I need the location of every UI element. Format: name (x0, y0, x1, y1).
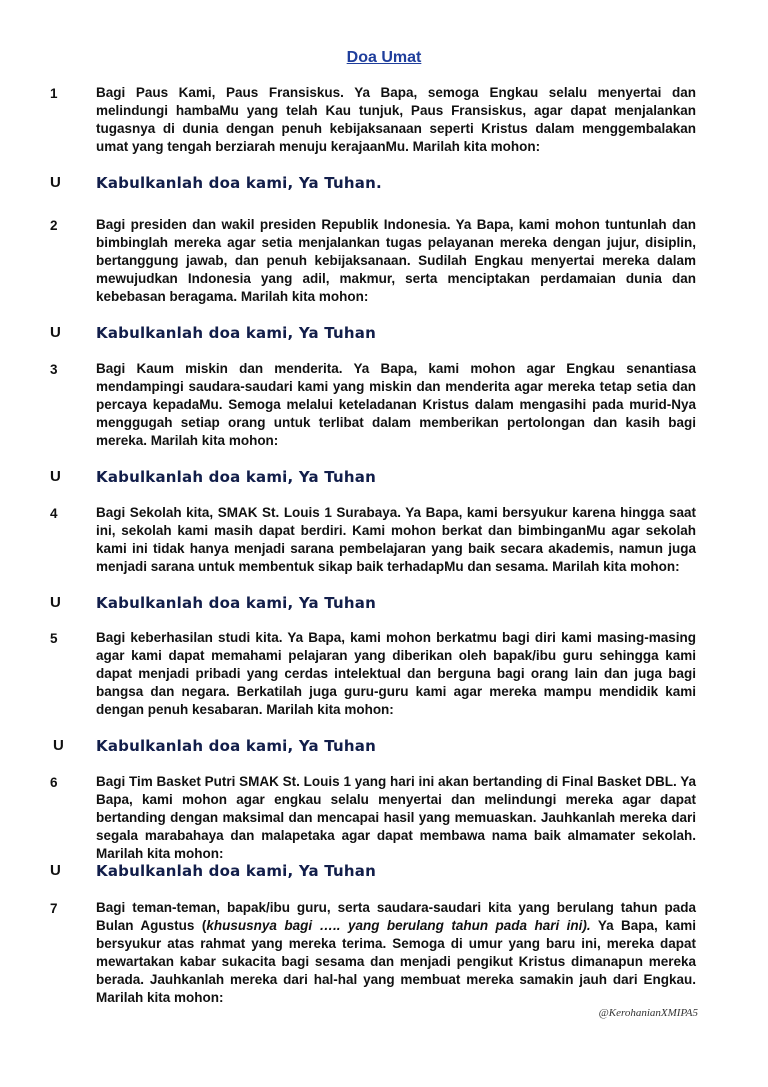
prayer-text: Bagi Tim Basket Putri SMAK St. Louis 1 yang hari ini akan bertanding di Final Basket DBL. Ya Bapa, kami mohon agar engkau selalu menyertai dan melindungi mereka agar dapat bertanding dengan maksimal dan mencapai hasil yang memuaskan. Jauhkanlah mereka dari segala marabahaya dan malapetaka agar dapat membawa nama baik almamater sekolah. Marilah kita mohon: (96, 774, 696, 861)
response-marker: U (50, 862, 61, 879)
item-number: 1 (50, 86, 58, 101)
prayer-text-end: Ya Bapa, kami bersyukur atas rahmat yang mereka terima. Semoga di umur yang baru ini, mereka dapat mewartakan kabar sukacita bagi sesama dan menjadi pengikut Kristus dimanapun mereka berada. Jauhkanlah mereka dari hal-hal yang membuat mereka samakin jauh dari Engkau. Marilah kita mohon: (96, 918, 696, 1005)
response-text: Kabulkanlah doa kami, Ya Tuhan (96, 324, 376, 342)
prayer-text-start: Bagi teman-teman, bapak/ibu guru, serta saudara-saudari kita yang berulang tahun pada Bulan Agustus ( (96, 900, 696, 933)
prayer-text-italic: khususnya bagi ….. yang berulang tahun pada hari ini). (206, 918, 591, 933)
prayer-text (96, 899, 696, 1007)
response-text: Kabulkanlah doa kami, Ya Tuhan (96, 594, 376, 612)
item-number: 3 (50, 362, 58, 377)
response-text: Kabulkanlah doa kami, Ya Tuhan (96, 862, 376, 880)
response-marker: U (50, 174, 61, 191)
prayer-text: Bagi Sekolah kita, SMAK St. Louis 1 Surabaya. Ya Bapa, kami bersyukur karena hingga saat ini, sekolah kami masih dapat berdiri. Kami mohon berkat dan bimbinganMu agar sekolah kami ini tidak hanya menjadi sarana pembelajaran yang baik secara akademis, namun juga menjadi sarana untuk membentuk sikap baik terhadapMu dan sesama. Marilah kita mohon: (96, 505, 696, 574)
footer-credit: @KerohanianXMIPA5 (598, 1007, 698, 1019)
item-number: 6 (50, 775, 58, 790)
response-text: Kabulkanlah doa kami, Ya Tuhan. (96, 174, 382, 192)
response-text: Kabulkanlah doa kami, Ya Tuhan (96, 737, 376, 755)
response-text: Kabulkanlah doa kami, Ya Tuhan (96, 468, 376, 486)
response-marker: U (50, 468, 61, 485)
item-number: 5 (50, 631, 58, 646)
response-marker: U (53, 737, 64, 754)
prayer-text: Bagi presiden dan wakil presiden Republik Indonesia. Ya Bapa, kami mohon tuntunlah dan bimbinglah mereka agar setia menjalankan tugas pelayanan mereka dengan jujur, disiplin, bertanggung jawab, dan penuh kebijaksanaan. Sudilah Engkau menyertai mereka dalam mewujudkan Indonesia yang adil, makmur, serta menciptakan perdamaian dunia dan kebebasan beragama. Marilah kita mohon: (96, 217, 696, 304)
prayer-text: Bagi Kaum miskin dan menderita. Ya Bapa, kami mohon agar Engkau senantiasa mendampingi saudara-saudari kami yang miskin dan menderita agar mereka tetap setia dan percaya kepadaMu. Semoga melalui keteladanan Kristus dalam mengasihi pada murid-Nya menggugah setiap orang untuk terlibat dalam memberikan pertolongan dan kasih bagi mereka. Marilah kita mohon: (96, 361, 696, 448)
page-title: Doa Umat (346, 49, 422, 66)
item-number: 7 (50, 901, 58, 916)
prayer-text: Bagi keberhasilan studi kita. Ya Bapa, kami mohon berkatmu bagi diri kami masing-masing agar kami dapat memahami pelajaran yang diberikan oleh bapak/ibu guru sehingga kami dapat menjadi pribadi yang cerdas intelektual dan berguna bagi orang lain dan juga bagi bangsa dan negara. Berkatilah juga guru-guru kami agar mereka mampu mendidik kami dengan penuh kesabaran. Marilah kita mohon: (96, 630, 696, 717)
response-marker: U (50, 324, 61, 341)
prayer-text: Bagi Paus Kami, Paus Fransiskus. Ya Bapa, semoga Engkau selalu menyertai dan melindungi hambaMu yang telah Kau tunjuk, Paus Fransiskus, agar dapat menjalankan tugasnya di dunia dengan penuh kebijaksanaan seperti Kristus dalam menggembalakan umat yang tengah berziarah menuju kerajaanMu. Marilah kita mohon: (96, 85, 696, 154)
item-number: 4 (50, 506, 58, 521)
response-marker: U (50, 594, 61, 611)
item-number: 2 (50, 218, 58, 233)
